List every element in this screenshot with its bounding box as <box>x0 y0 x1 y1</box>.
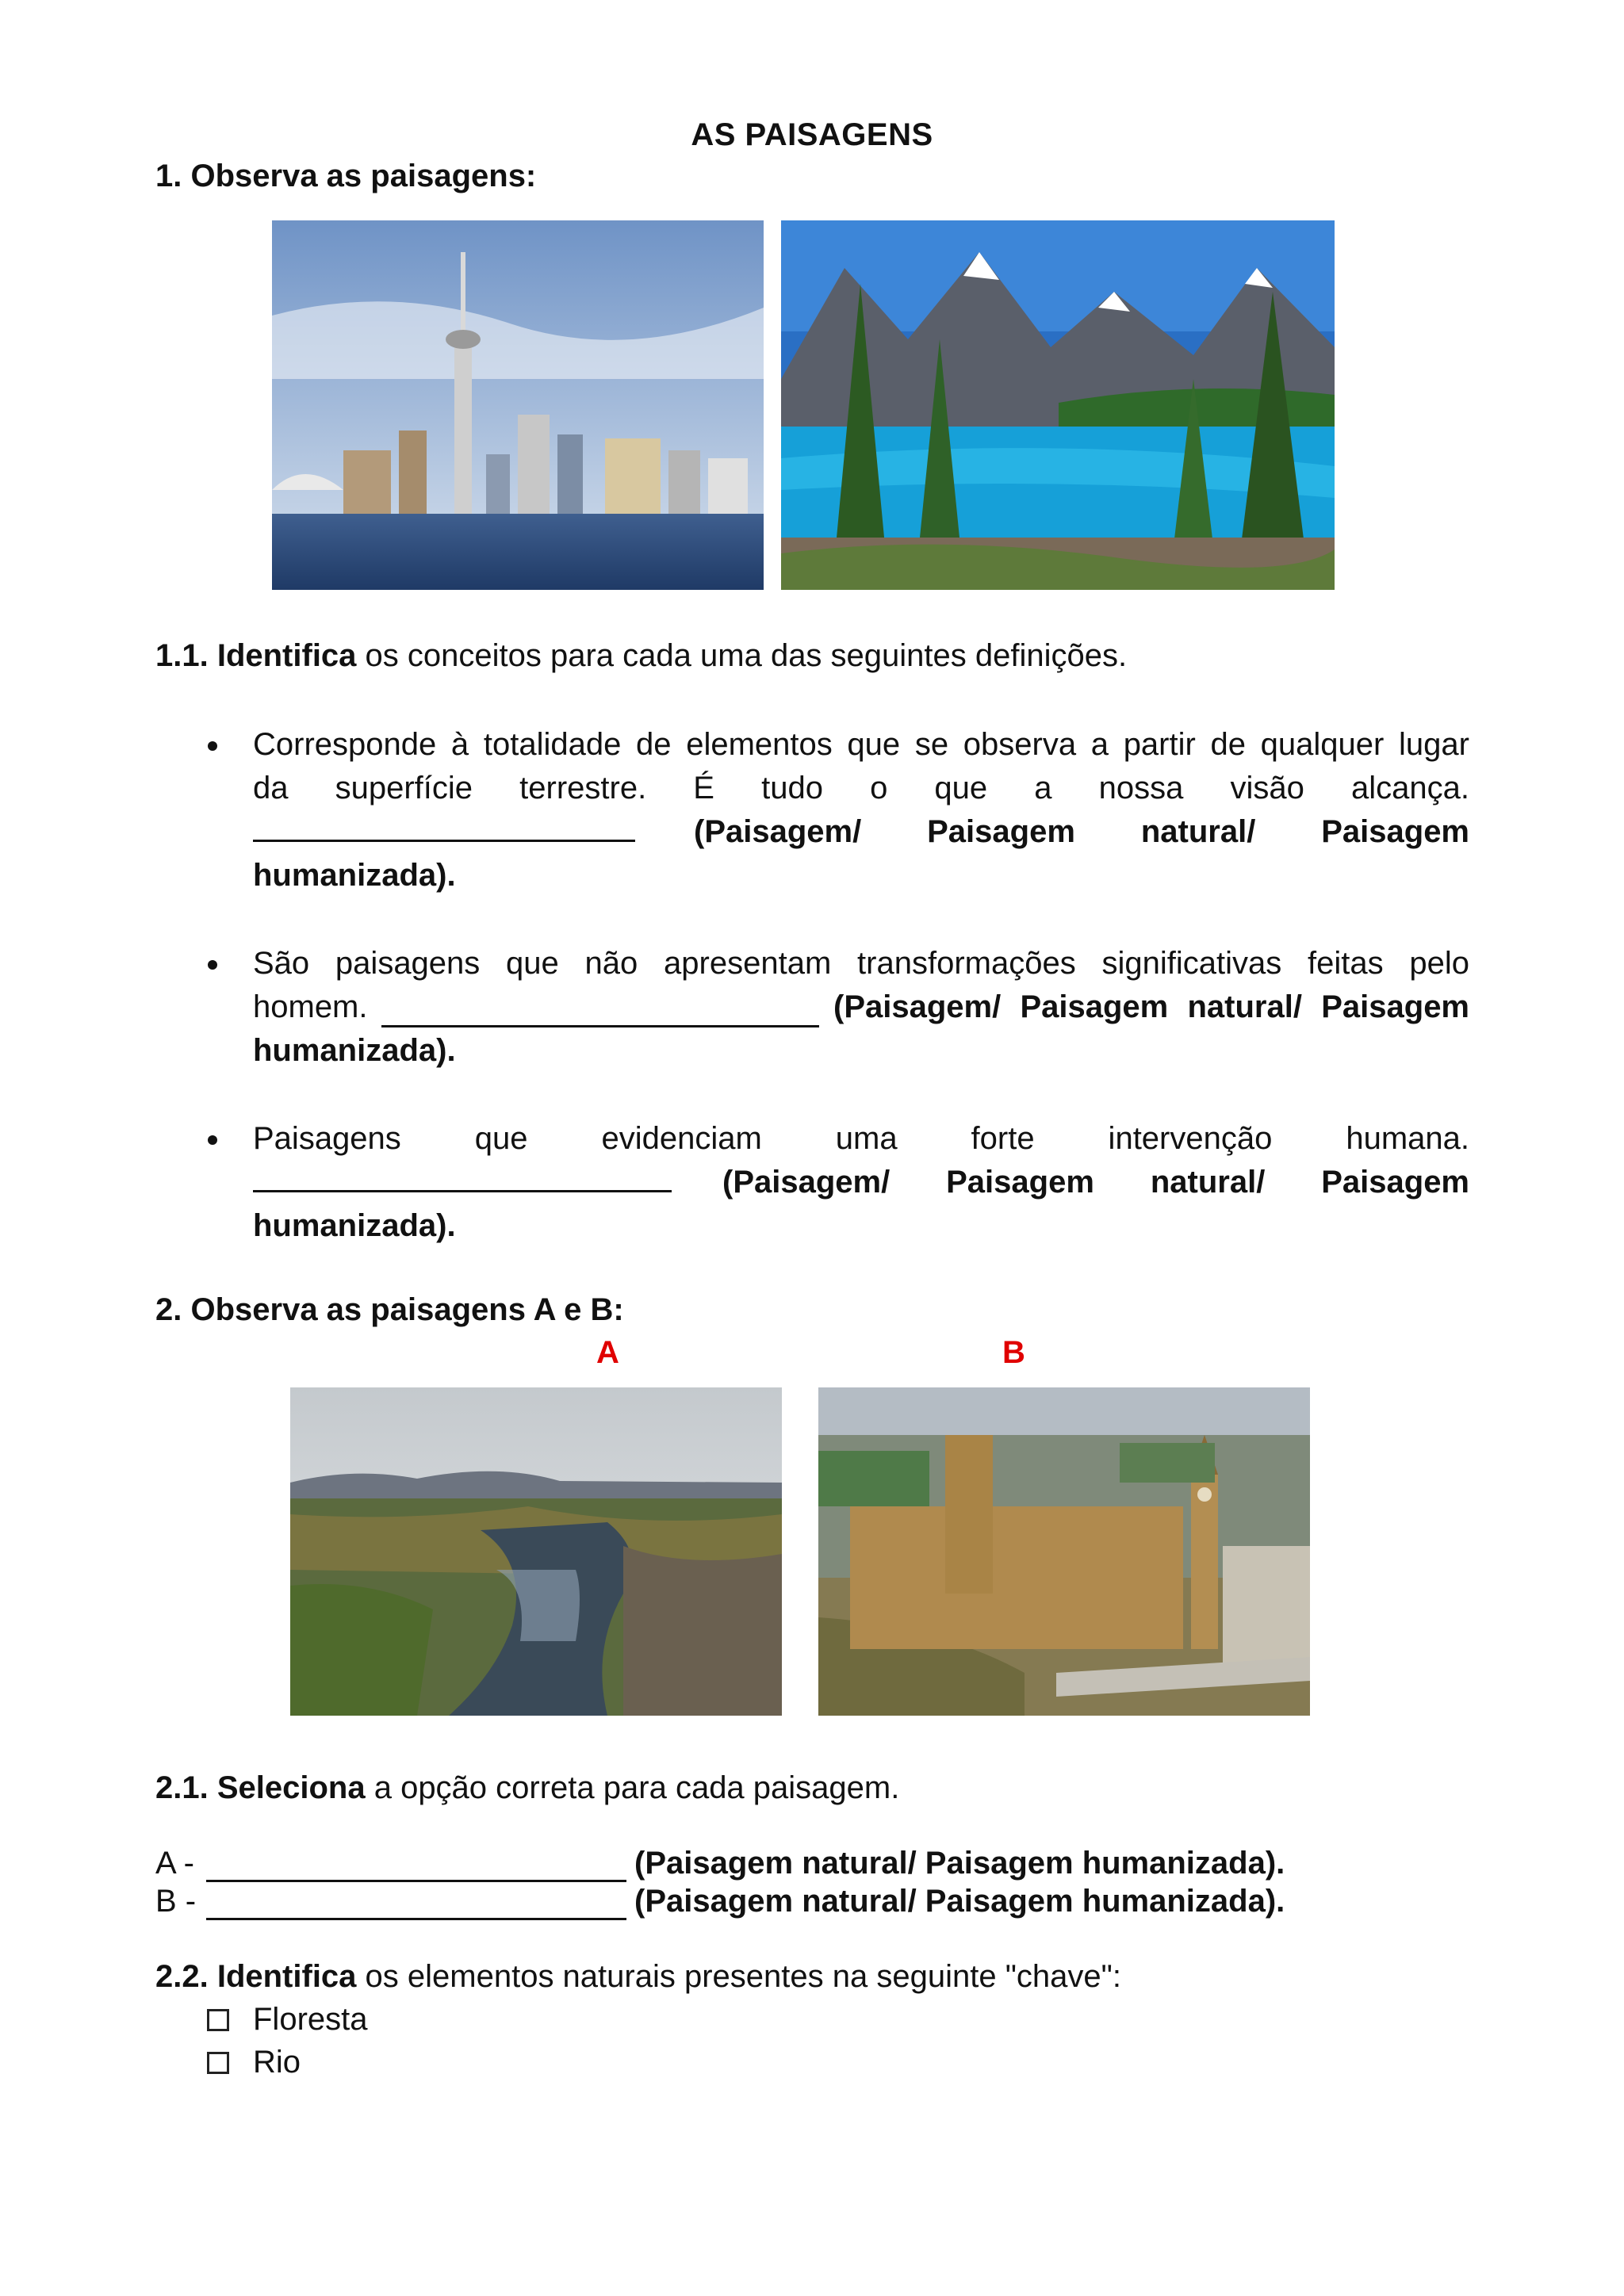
checkbox-floresta[interactable] <box>207 2009 229 2031</box>
definition-3-options: (Paisagem/ Paisagem natural/ Paisagem <box>722 1165 1469 1200</box>
option-rio: Rio <box>253 2045 301 2080</box>
q2-1-instruction <box>155 1766 899 1810</box>
definition-3-answer-row <box>253 1161 1469 1204</box>
definition-3-options-end: humanizada). <box>253 1208 456 1243</box>
definition-2-options-end: humanizada). <box>253 1033 456 1068</box>
q2-heading: 2. Observa as paisagens A e B: <box>155 1292 624 1327</box>
q2-1-text: a opção correta para cada paisagem. <box>365 1770 900 1805</box>
answer-a-options: (Paisagem natural/ Paisagem humanizada). <box>634 1846 1285 1881</box>
bullet-icon <box>208 960 217 970</box>
q1-1-instruction <box>155 634 1127 678</box>
definition-1-line2: da superfície terrestre. É tudo o que a nossa visão alcança. <box>253 771 1469 806</box>
definition-1-options: (Paisagem/ Paisagem natural/ Paisagem <box>694 814 1469 849</box>
answer-blank-b[interactable] <box>206 1889 626 1920</box>
q2-2-number: 2.2. Identifica <box>155 1959 357 1994</box>
q2-2-text: os elementos naturais presentes na seguinte "chave": <box>356 1959 1121 1994</box>
natural-river-photo <box>290 1387 782 1716</box>
q1-1-text: os conceitos para cada uma das seguintes definições. <box>356 638 1128 673</box>
answer-b-prefix: B - <box>155 1884 197 1919</box>
westminster-city-photo <box>818 1387 1310 1716</box>
bullet-icon <box>208 741 217 751</box>
city-skyline-photo <box>272 220 764 590</box>
answer-blank-1[interactable] <box>253 811 635 842</box>
label-a: A <box>596 1335 619 1370</box>
definition-1-line1: Corresponde à totalidade de elementos que se observa a partir de qualquer lugar <box>253 727 1469 762</box>
answer-blank-3[interactable] <box>253 1161 672 1192</box>
answer-row-a <box>155 1842 1285 1885</box>
bullet-icon <box>208 1135 217 1145</box>
q2-2-instruction <box>155 1955 1121 1999</box>
definition-1-options-end: humanizada). <box>253 858 456 893</box>
page-title: AS PAISAGENS <box>691 117 933 152</box>
definition-3-line1: Paisagens que evidenciam uma forte intervenção humana. <box>253 1121 1469 1156</box>
answer-blank-a[interactable] <box>206 1851 626 1882</box>
answer-b-options: (Paisagem natural/ Paisagem humanizada). <box>634 1884 1285 1919</box>
option-floresta: Floresta <box>253 2002 368 2037</box>
definition-1-answer-row <box>253 810 1469 854</box>
answer-a-prefix: A - <box>155 1846 194 1881</box>
definition-2-line1: São paisagens que não apresentam transformações significativas feitas pelo <box>253 946 1469 981</box>
definition-2-prefix: homem. <box>253 989 368 1024</box>
answer-blank-2[interactable] <box>381 997 819 1027</box>
definition-2-options: (Paisagem/ Paisagem natural/ Paisagem <box>833 989 1469 1024</box>
answer-row-b <box>155 1880 1285 1923</box>
checkbox-rio[interactable] <box>207 2052 229 2074</box>
mountain-lake-photo <box>781 220 1335 590</box>
q1-1-number: 1.1. Identifica <box>155 638 357 673</box>
q1-heading: 1. Observa as paisagens: <box>155 159 537 193</box>
label-b: B <box>1002 1335 1025 1370</box>
q2-1-number: 2.1. Seleciona <box>155 1770 366 1805</box>
definition-2-answer-row <box>253 985 1469 1029</box>
